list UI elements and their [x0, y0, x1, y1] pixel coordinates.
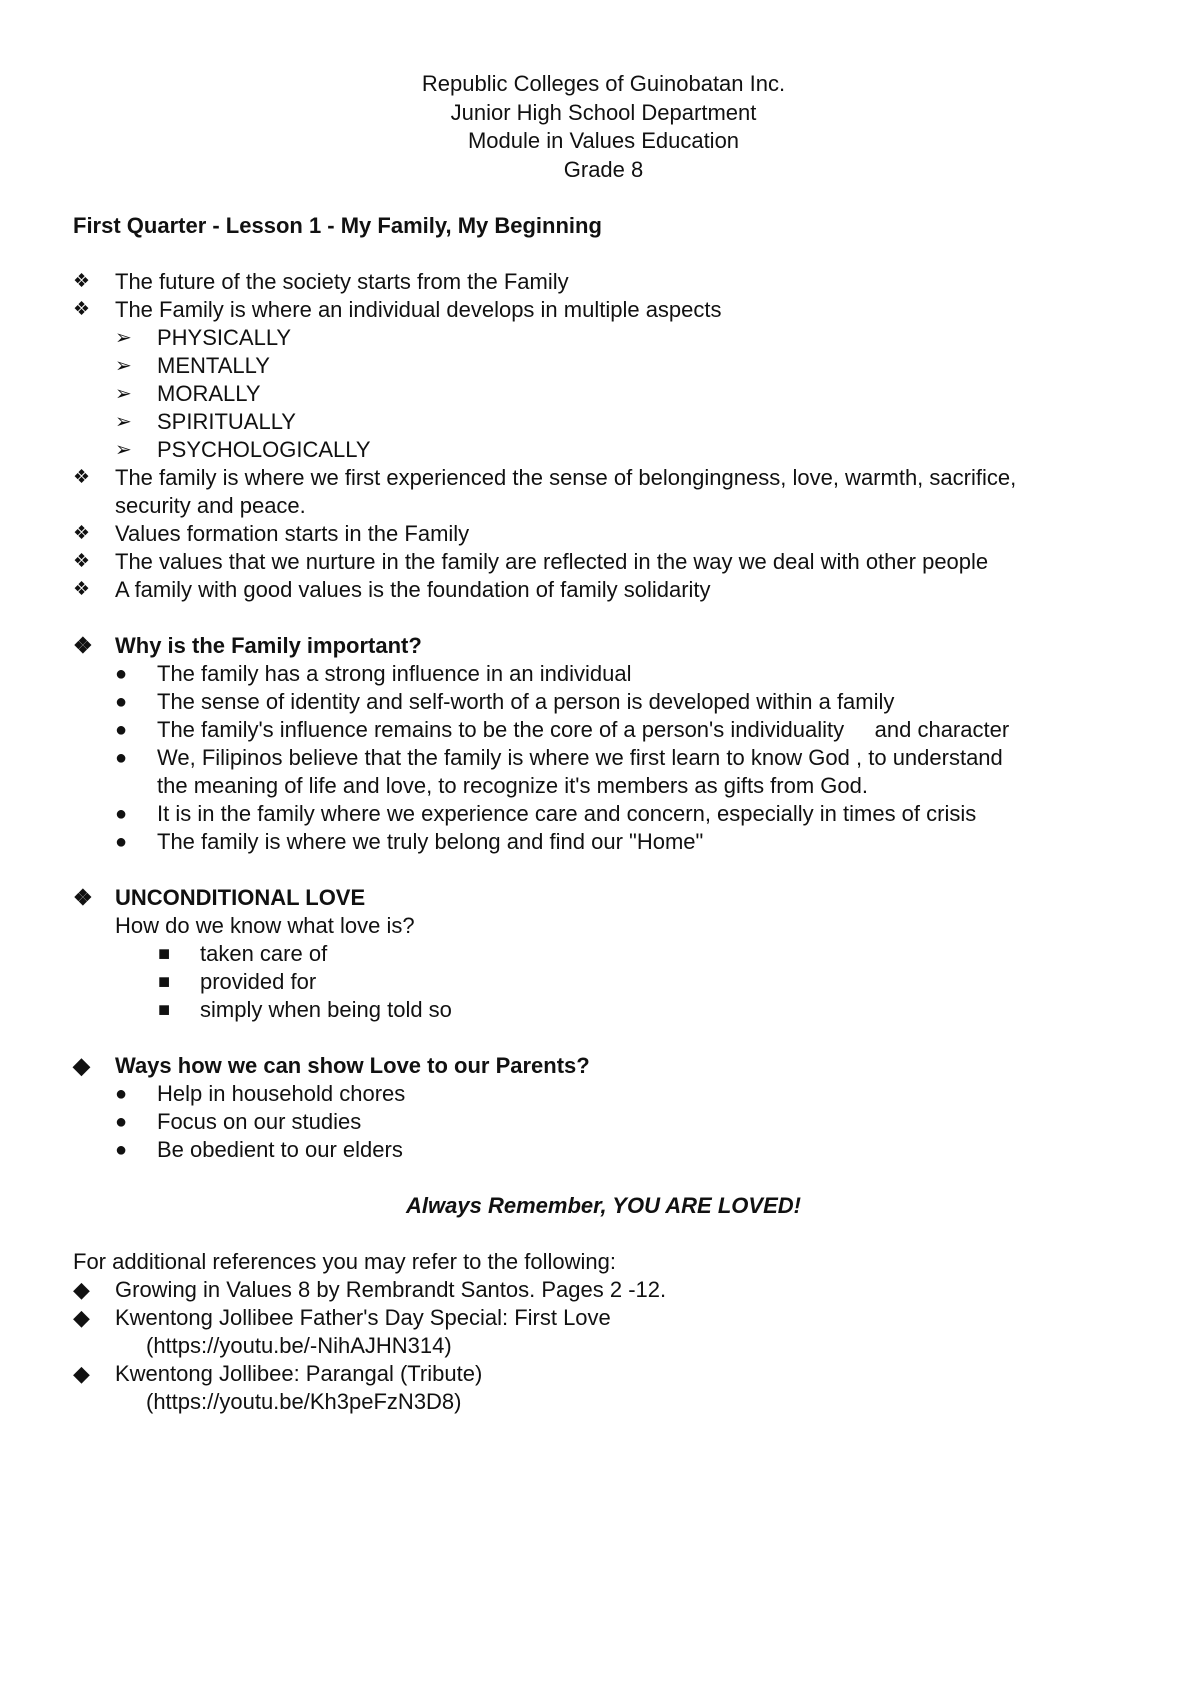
dot-bullet-icon: ● [115, 1083, 128, 1105]
list-item-text: The family is where we truly belong and find our "Home" [157, 829, 704, 854]
list-item-text: The sense of identity and self-worth of a person is developed within a family [157, 689, 895, 714]
spacer [73, 1164, 1130, 1192]
aspect-text: SPIRITUALLY [157, 409, 296, 434]
square-bullet-icon: ■ [158, 999, 171, 1021]
star-bullet-icon: ❖ [73, 551, 91, 572]
spacer [73, 1220, 1130, 1248]
love-question: How do we know what love is? [115, 913, 415, 938]
list-item [73, 296, 1130, 324]
arrow-bullet-icon: ➢ [115, 327, 132, 349]
star-bullet-icon: ❖ [73, 579, 91, 600]
section-heading-text: Ways how we can show Love to our Parents? [115, 1053, 590, 1078]
aspect-text: PSYCHOLOGICALLY [157, 437, 371, 462]
aspect-item [73, 380, 1130, 408]
references-intro: For additional references you may refer to the following: [73, 1249, 616, 1274]
list-item [73, 688, 1130, 716]
list-item [73, 548, 1130, 576]
square-bullet-icon: ■ [158, 971, 171, 993]
list-item-text: We, Filipinos believe that the family is where we first learn to know God , to understand [157, 745, 1003, 770]
dot-bullet-icon: ● [115, 831, 128, 853]
module-name: Module in Values Education [467, 128, 740, 153]
aspect-item [73, 408, 1130, 436]
list-item [73, 576, 1130, 604]
department-name: Junior High School Department [450, 99, 757, 125]
diamond-bullet-icon: ◆ [73, 1361, 90, 1386]
reference-text: Growing in Values 8 by Rembrandt Santos. Pages 2 -12. [115, 1277, 667, 1302]
list-item-text: Be obedient to our elders [157, 1137, 403, 1162]
list-item-text: Focus on our studies [157, 1109, 362, 1134]
document-header [77, 70, 1130, 184]
reference-item [73, 1360, 1130, 1388]
list-item [73, 968, 1130, 996]
diamond-bullet-icon: ◆ [73, 1277, 90, 1302]
reference-link[interactable]: (https://youtu.be/Kh3peFzN3D8) [146, 1389, 462, 1414]
list-item [73, 800, 1130, 828]
arrow-bullet-icon: ➢ [115, 383, 132, 405]
aspect-item [73, 324, 1130, 352]
list-item-text: security and peace. [115, 493, 306, 518]
list-item [73, 1136, 1130, 1164]
star-bullet-icon: ❖ [73, 271, 91, 292]
aspect-text: MORALLY [157, 381, 261, 406]
reference-item [73, 1276, 1130, 1304]
list-item-text: It is in the family where we experience care and concern, especially in times of crisis [157, 801, 977, 826]
reference-text: Kwentong Jollibee: Parangal (Tribute) [115, 1361, 483, 1386]
spacer [73, 1024, 1130, 1052]
list-item [73, 940, 1130, 968]
section-heading [73, 1052, 1130, 1080]
aspect-item [73, 436, 1130, 464]
diamond-bullet-icon: ◆ [73, 1053, 90, 1078]
list-item-text: The family's influence remains to be the core of a person's individuality and character [157, 717, 1010, 742]
list-item [73, 1108, 1130, 1136]
list-item-text: The family has a strong influence in an individual [157, 661, 632, 686]
list-item [73, 996, 1130, 1024]
list-item-text: Help in household chores [157, 1081, 406, 1106]
arrow-bullet-icon: ➢ [115, 355, 132, 377]
arrow-bullet-icon: ➢ [115, 439, 132, 461]
square-bullet-icon: ■ [158, 943, 171, 965]
list-item-text: Values formation starts in the Family [115, 521, 470, 546]
school-name: Republic Colleges of Guinobatan Inc. [421, 71, 786, 96]
list-item-text: The family is where we first experienced the sense of belongingness, love, warmth, sacrifice, [115, 465, 1017, 490]
star-bullet-icon: ❖ [73, 467, 91, 488]
list-item [73, 716, 1130, 744]
list-item-text: The values that we nurture in the family are reflected in the way we deal with other people [115, 549, 989, 574]
list-item-text: A family with good values is the foundation of family solidarity [115, 577, 711, 602]
reference-item [73, 1304, 1130, 1332]
list-item [73, 268, 1130, 296]
dot-bullet-icon: ● [115, 747, 128, 769]
arrow-bullet-icon: ➢ [115, 411, 132, 433]
dot-bullet-icon: ● [115, 663, 128, 685]
reference-text: Kwentong Jollibee Father's Day Special: First Love [115, 1305, 611, 1330]
list-item-text: simply when being told so [200, 997, 452, 1022]
section-heading-text: Why is the Family important? [115, 633, 422, 658]
star-bullet-icon: ❖ [73, 633, 93, 658]
list-item [73, 520, 1130, 548]
lesson-title: First Quarter - Lesson 1 - My Family, My Beginning [73, 213, 602, 238]
list-item [73, 464, 1130, 520]
reference-link[interactable]: (https://youtu.be/-NihAJHN314) [146, 1333, 452, 1358]
aspect-text: PHYSICALLY [157, 325, 292, 350]
dot-bullet-icon: ● [115, 691, 128, 713]
dot-bullet-icon: ● [115, 719, 128, 741]
list-item-text: the meaning of life and love, to recognize it's members as gifts from God. [157, 773, 868, 798]
list-item-text: taken care of [200, 941, 328, 966]
dot-bullet-icon: ● [115, 803, 128, 825]
star-bullet-icon: ❖ [73, 885, 93, 910]
section-heading [73, 632, 1130, 660]
section-heading-text: UNCONDITIONAL LOVE [115, 885, 366, 910]
dot-bullet-icon: ● [115, 1111, 128, 1133]
spacer [73, 856, 1130, 884]
dot-bullet-icon: ● [115, 1139, 128, 1161]
aspect-text: MENTALLY [157, 353, 270, 378]
diamond-bullet-icon: ◆ [73, 1305, 90, 1330]
list-item [73, 828, 1130, 856]
list-item-text: provided for [200, 969, 317, 994]
grade-level: Grade 8 [563, 156, 644, 182]
star-bullet-icon: ❖ [73, 523, 91, 544]
list-item [73, 1080, 1130, 1108]
list-item-text: The Family is where an individual develops in multiple aspects [115, 297, 722, 322]
list-item-text: The future of the society starts from the Family [115, 269, 569, 294]
aspect-item [73, 352, 1130, 380]
section-heading [73, 884, 1130, 912]
spacer [73, 604, 1130, 632]
star-bullet-icon: ❖ [73, 299, 91, 320]
list-item [73, 744, 1130, 800]
reminder-note: Always Remember, YOU ARE LOVED! [406, 1193, 801, 1218]
list-item [73, 660, 1130, 688]
